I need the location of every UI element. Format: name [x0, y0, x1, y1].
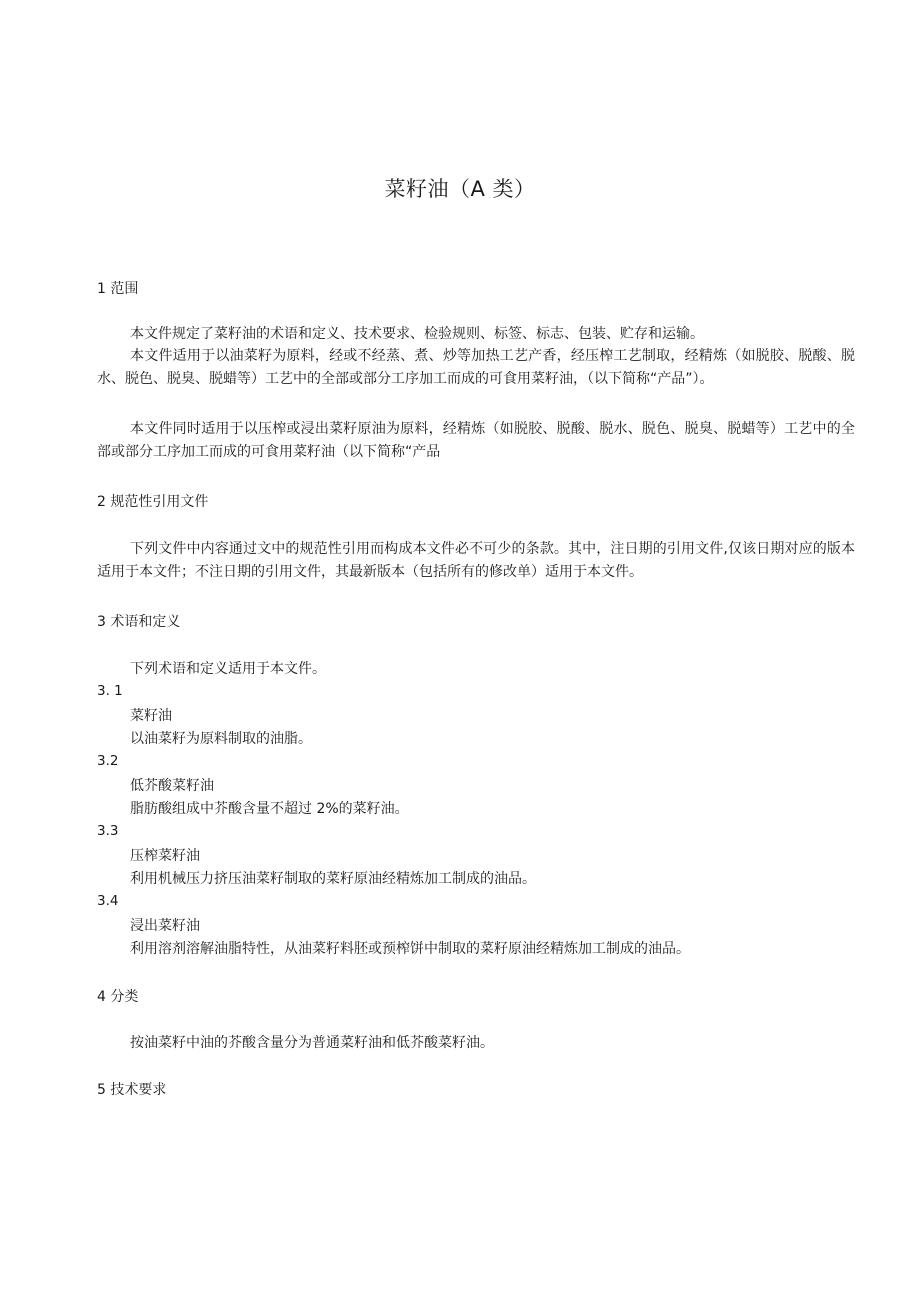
term-number: 3.4: [97, 893, 119, 909]
term-number: 3.3: [97, 823, 119, 839]
term-definition: 以油菜籽为原料制取的油脂。: [130, 731, 312, 747]
term-name: 浸出菜籽油: [130, 918, 200, 934]
paragraph: 本文件适用于以油菜籽为原料，经或不经蒸、煮、炒等加热工艺产香，经压榨工艺制取，经精炼（如脱胶、脱酸、脱水、脱色、脱臭、脱蜡等）工艺中的全部或部分工序加工而成的可食用菜籽油，（以下简称“产品”）。: [97, 348, 855, 387]
paragraph: 本文件规定了菜籽油的术语和定义、技术要求、检验规则、标签、标志、包装、贮存和运输。: [130, 326, 704, 342]
paragraph: 本文件同时适用于以压榨或浸出菜籽原油为原料，经精炼（如脱胶、脱酸、脱水、脱色、脱臭、脱蜡等）工艺中的全部或部分工序加工而成的可食用菜籽油（以下简称“产品: [97, 421, 855, 460]
term-number: 3. 1: [97, 683, 123, 699]
term-name: 菜籽油: [130, 708, 172, 724]
term-definition: 脂肪酸组成中芥酸含量不超过 2%的菜籽油。: [130, 801, 409, 817]
paragraph: 按油菜籽中油的芥酸含量分为普通菜籽油和低芥酸菜籽油。: [130, 1035, 494, 1051]
term-definition: 利用溶剂溶解油脂特性，从油菜籽料胚或预榨饼中制取的菜籽原油经精炼加工制成的油品。: [130, 941, 690, 957]
paragraph: 下列文件中内容通过文中的规范性引用而构成本文件必不可少的条款。其中，注日期的引用文件,仅该日期对应的版本适用于本文件；不注日期的引用文件，其最新版本（包括所有的修改单）适用于本文件。: [97, 541, 855, 580]
section-heading-scope: 1 范围: [97, 281, 139, 297]
term-name: 低芥酸菜籽油: [130, 778, 214, 794]
paragraph: 下列术语和定义适用于本文件。: [130, 661, 326, 677]
section-heading-normative-references: 2 规范性引用文件: [97, 494, 209, 510]
document-title: 菜籽油（A 类）: [384, 177, 536, 201]
section-heading-technical-requirements: 5 技术要求: [97, 1082, 167, 1098]
section-heading-terms-definitions: 3 术语和定义: [97, 614, 181, 630]
term-definition: 利用机械压力挤压油菜籽制取的菜籽原油经精炼加工制成的油品。: [130, 871, 536, 887]
term-number: 3.2: [97, 753, 119, 769]
term-name: 压榨菜籽油: [130, 848, 200, 864]
section-heading-classification: 4 分类: [97, 989, 139, 1005]
